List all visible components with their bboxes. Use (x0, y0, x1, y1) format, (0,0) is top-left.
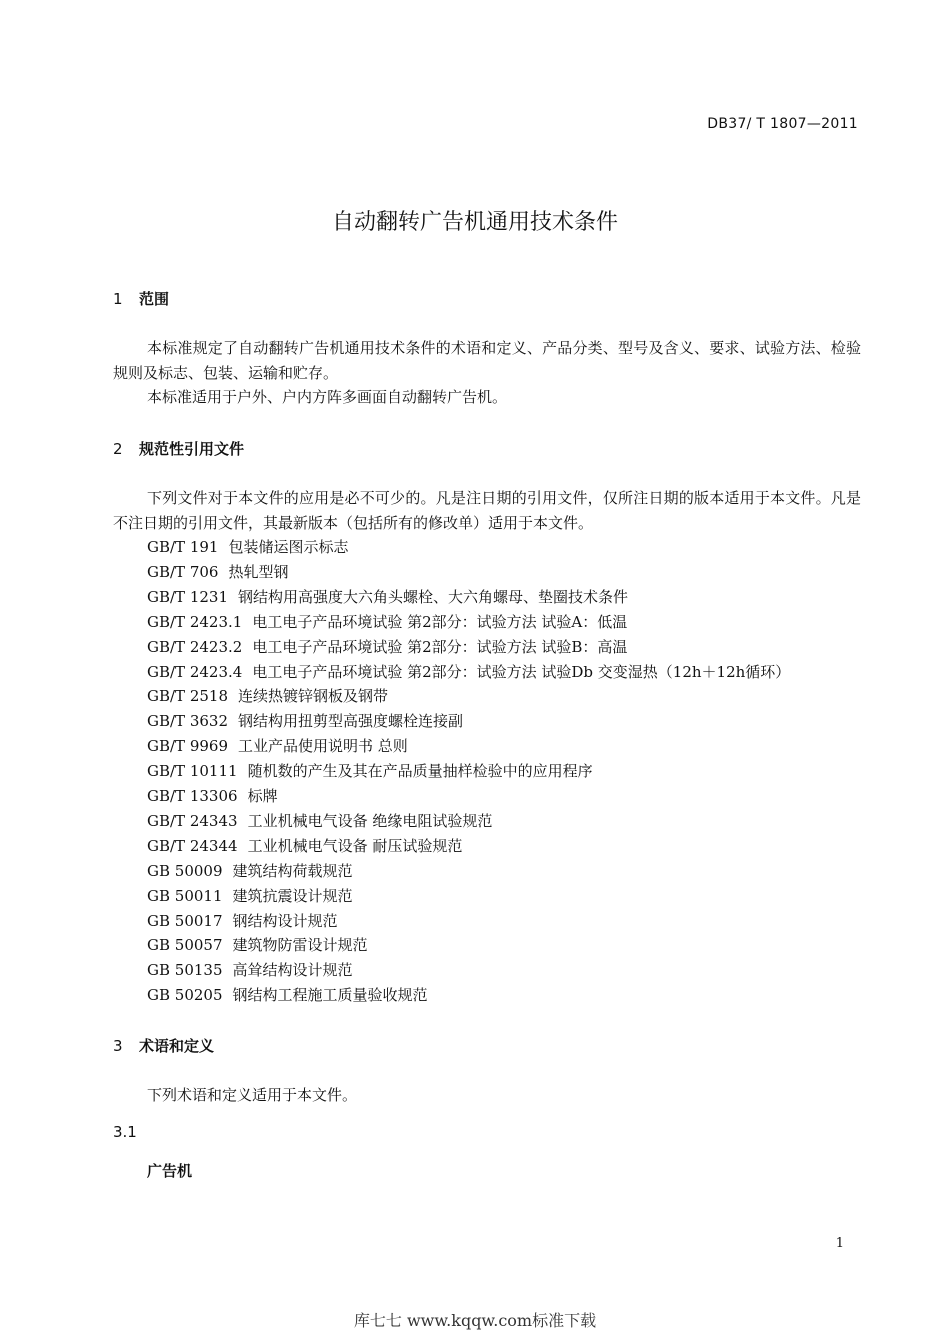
reference-item (147, 685, 388, 706)
reference-title: 工业机械电气设备 绝缘电阻试验规范 (247, 811, 493, 830)
reference-code: GB/T 9969 (147, 737, 229, 756)
reference-title: 建筑抗震设计规范 (232, 886, 353, 905)
reference-code: GB/T 706 (147, 562, 219, 581)
reference-code: GB/T 2423.1 (147, 612, 243, 631)
reference-code: GB/T 1231 (147, 587, 229, 606)
reference-code: GB 50009 (147, 861, 223, 880)
section-2-title: 规范性引用文件 (139, 440, 245, 458)
reference-item (147, 661, 790, 682)
reference-code: GB 50057 (147, 936, 223, 955)
section-3-title: 术语和定义 (139, 1037, 215, 1055)
reference-title: 随机数的产生及其在产品质量抽样检验中的应用程序 (247, 762, 593, 781)
section-1-paragraph-2: 本标准适用于户外、户内方阵多画面自动翻转广告机。 (147, 388, 508, 406)
reference-title: 连续热镀锌钢板及钢带 (238, 687, 389, 706)
reference-item (147, 636, 627, 657)
reference-title: 钢结构工程施工质量验收规范 (232, 986, 428, 1005)
reference-title: 钢结构用高强度大六角头螺栓、大六角螺母、垫圈技术条件 (238, 587, 629, 606)
reference-item (147, 760, 593, 781)
reference-code: GB/T 10111 (147, 762, 238, 781)
reference-title: 电工电子产品环境试验 第2部分：试验方法 试验B：高温 (252, 637, 628, 656)
reference-code: GB 50205 (147, 986, 223, 1005)
reference-code: GB 50011 (147, 886, 223, 905)
page-number: 1 (835, 1236, 844, 1251)
reference-item (147, 561, 288, 582)
reference-item (147, 984, 428, 1005)
reference-item (147, 885, 353, 906)
reference-title: 高耸结构设计规范 (232, 961, 353, 980)
reference-code: GB/T 24343 (147, 811, 238, 830)
reference-item (147, 910, 338, 931)
reference-item (147, 934, 368, 955)
reference-title: 电工电子产品环境试验 第2部分：试验方法 试验Db 交变湿热（12h＋12h循环） (252, 662, 791, 681)
section-3-paragraph: 下列术语和定义适用于本文件。 (147, 1086, 358, 1104)
reference-code: GB 50017 (147, 911, 223, 930)
reference-item (147, 735, 408, 756)
document-code: DB37/ T 1807—2011 (707, 116, 858, 132)
subclause-number: 3.1 (113, 1123, 137, 1141)
reference-title: 包装储运图示标志 (228, 538, 349, 556)
section-1-title: 范围 (139, 290, 170, 308)
reference-title: 建筑结构荷载规范 (232, 861, 353, 880)
reference-code: GB/T 2518 (147, 687, 229, 706)
reference-title: 建筑物防雷设计规范 (232, 936, 368, 955)
reference-item (147, 860, 353, 881)
reference-title: 钢结构用扭剪型高强度螺栓连接副 (238, 712, 464, 731)
reference-code: GB/T 2423.2 (147, 637, 243, 656)
section-2-number: 2 (113, 440, 123, 458)
reference-title: 工业产品使用说明书 总则 (238, 737, 408, 756)
section-1-number: 1 (113, 290, 123, 308)
section-1-paragraph-1: 本标准规定了自动翻转广告机通用技术条件的术语和定义、产品分类、型号及含义、要求、试验方法、检验规则及标志、包装、运输和贮存。 (113, 339, 861, 382)
section-3-number: 3 (113, 1037, 123, 1055)
reference-item (147, 586, 628, 607)
reference-item (147, 810, 492, 831)
section-2-heading (113, 438, 244, 459)
reference-item (147, 959, 353, 980)
reference-code: GB 50135 (147, 961, 223, 980)
watermark-text: 库七七 www.kqqw.com标准下载 (353, 1311, 597, 1330)
reference-code: GB/T 3632 (147, 712, 229, 731)
reference-item (147, 710, 463, 731)
reference-item (147, 835, 462, 856)
reference-item (147, 785, 278, 806)
reference-title: 热轧型钢 (228, 562, 289, 581)
reference-item (147, 536, 348, 557)
reference-code: GB/T 24344 (147, 836, 238, 855)
reference-code: GB/T 13306 (147, 787, 238, 805)
section-2-paragraph: 下列文件对于本文件的应用是必不可少的。凡是注日期的引用文件，仅所注日期的版本适用于本文件。凡是不注日期的引用文件，其最新版本（包括所有的修改单）适用于本文件。 (113, 489, 861, 532)
reference-title: 标牌 (247, 787, 278, 805)
reference-code: GB/T 2423.4 (147, 662, 243, 681)
document-title: 自动翻转广告机通用技术条件 (331, 210, 618, 235)
section-1-heading (113, 288, 169, 309)
section-3-heading (113, 1035, 214, 1056)
reference-title: 钢结构设计规范 (232, 911, 338, 930)
reference-title: 工业机械电气设备 耐压试验规范 (247, 836, 463, 855)
reference-title: 电工电子产品环境试验 第2部分：试验方法 试验A：低温 (252, 612, 628, 631)
reference-code: GB/T 191 (147, 538, 219, 556)
term-heading: 广告机 (147, 1162, 193, 1180)
reference-item (147, 611, 627, 632)
